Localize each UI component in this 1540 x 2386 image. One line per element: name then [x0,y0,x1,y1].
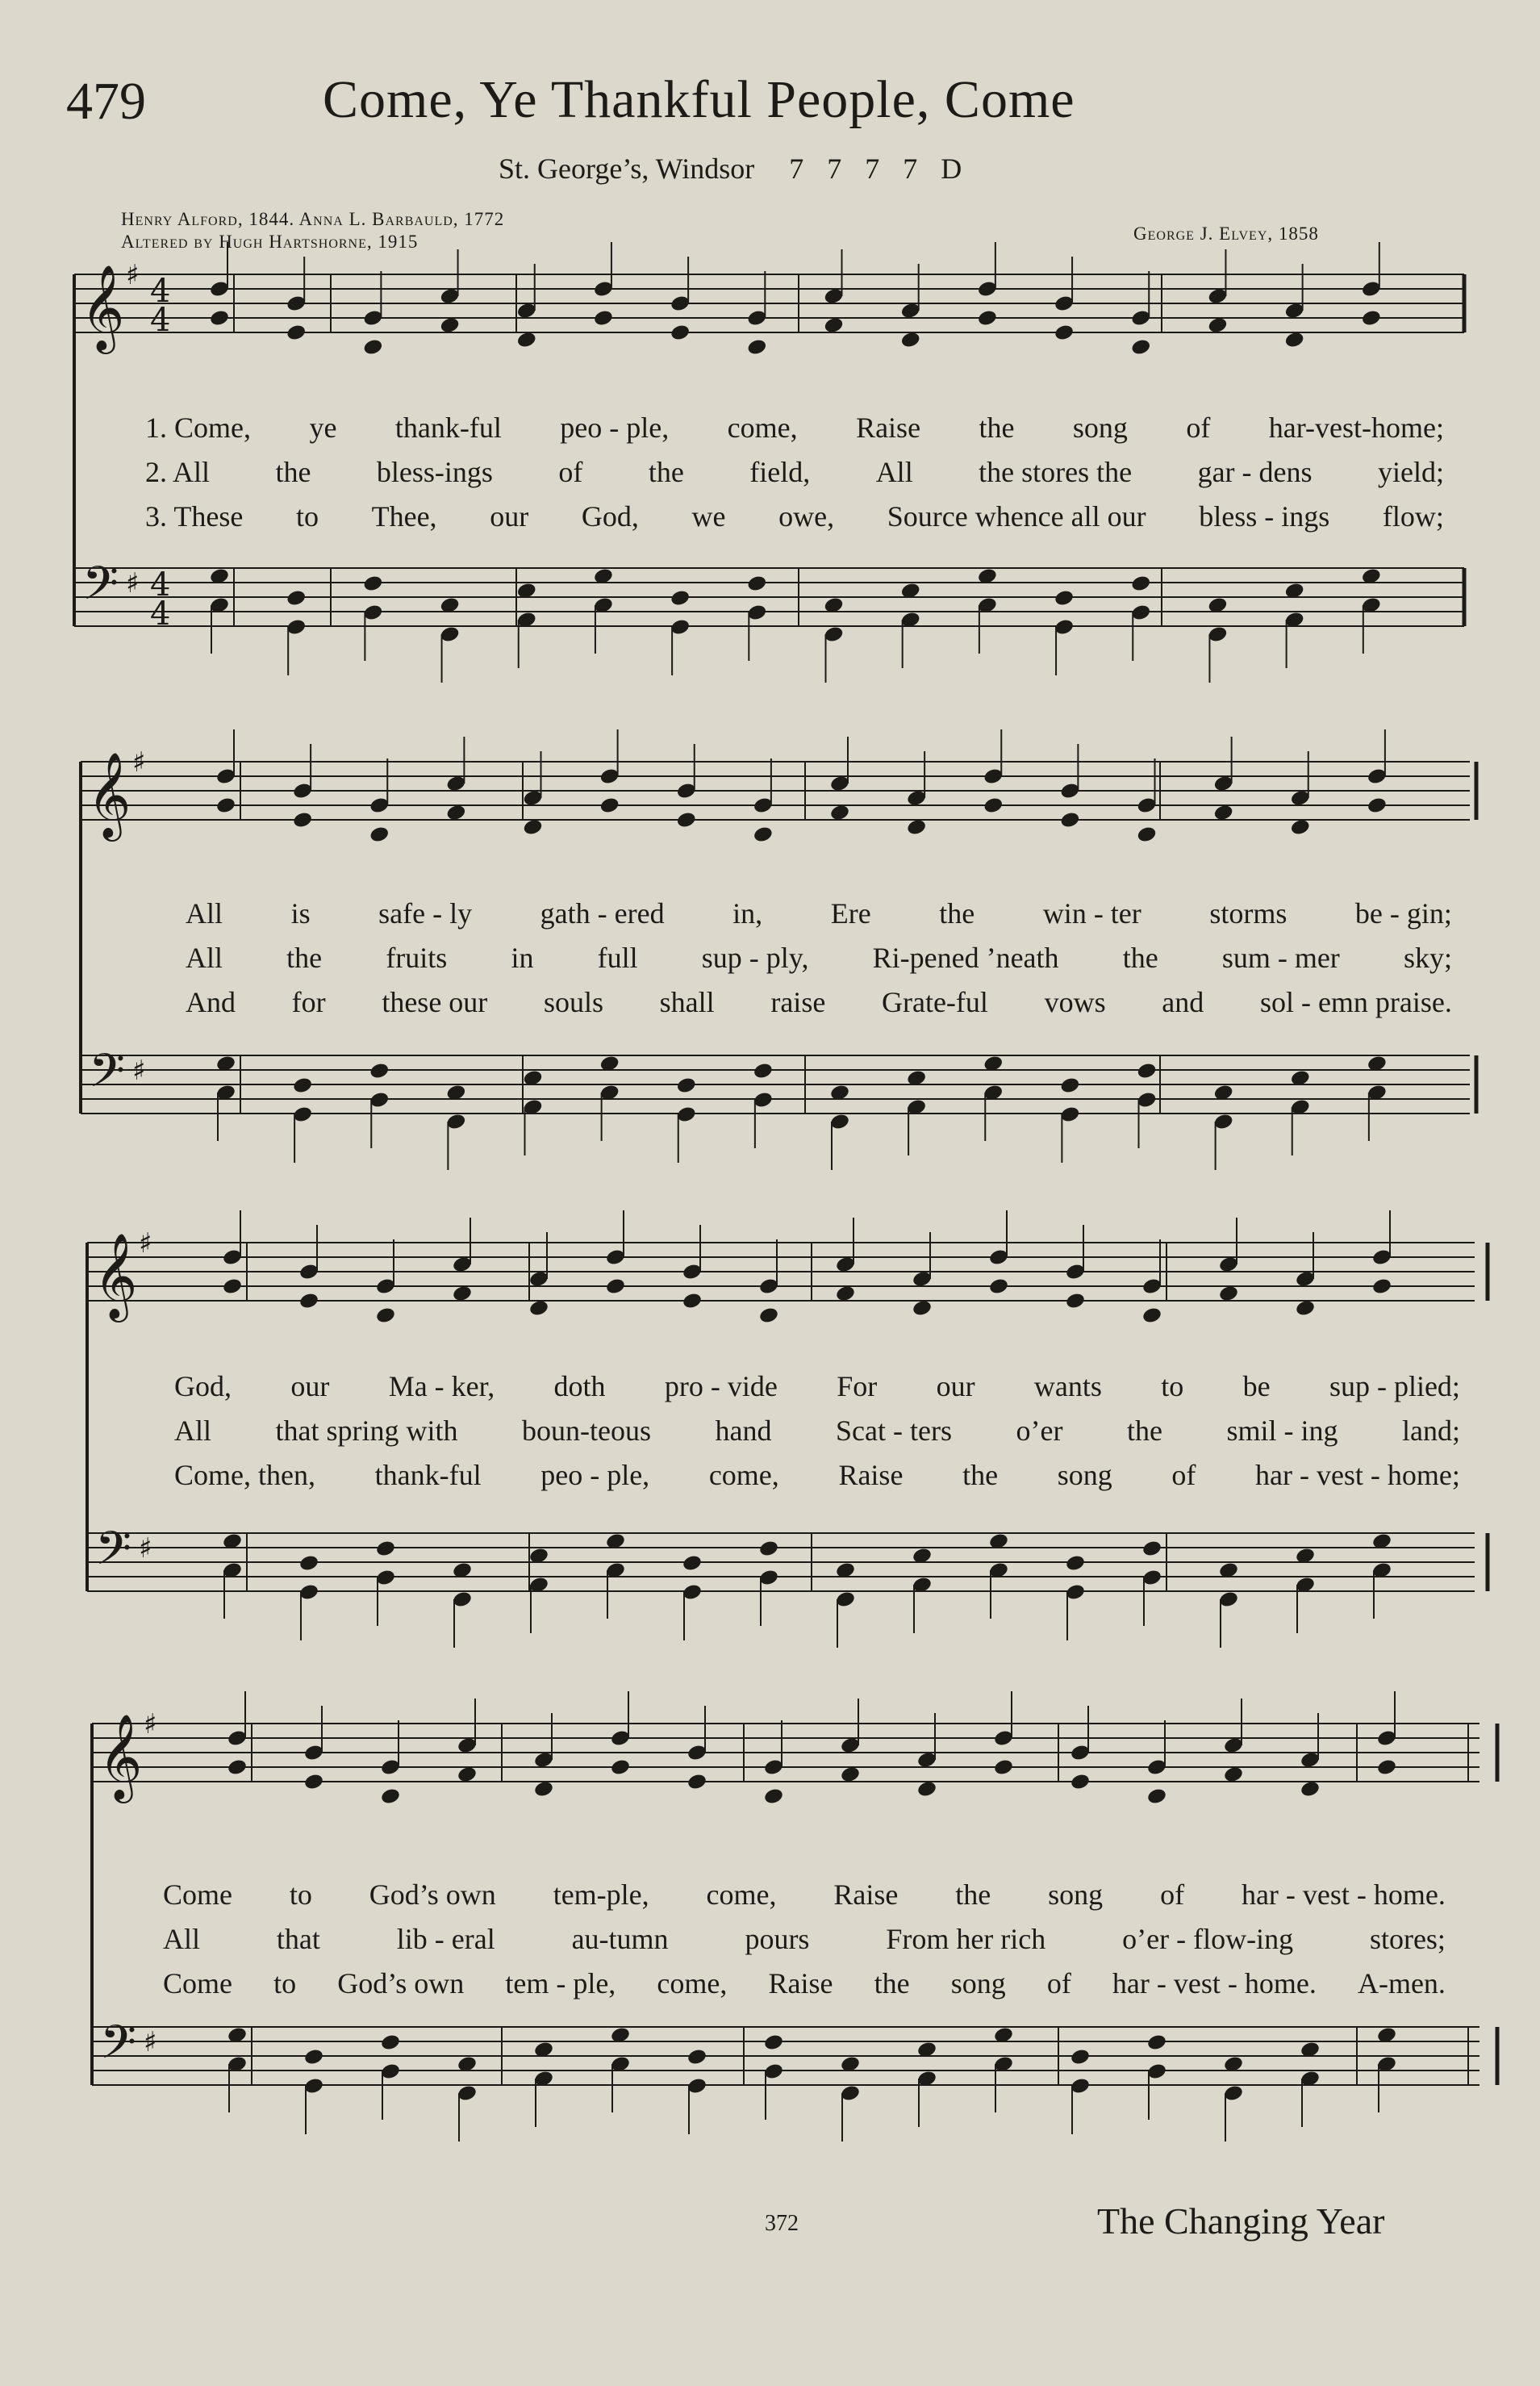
lyric-line-verse-3 [174,1457,1460,1493]
lyric-word: that [276,1923,320,1955]
lyric-word: Come [163,1878,232,1911]
lyric-word: God’s own [369,1878,496,1911]
sharp-sign: ♯ [126,567,140,600]
note-head [605,1277,626,1296]
lyric-word: is [290,897,311,930]
lyric-word: bless - ings [1199,500,1330,533]
lyric-word: these our [382,986,488,1018]
note-head [1130,575,1151,593]
lyric-word: ye [309,412,337,444]
lyric-word: har-vest-home; [1268,412,1444,444]
note-head [1136,825,1157,844]
lyric-word: be [1242,1370,1271,1402]
lyric-word: we [691,500,726,533]
lyric-word: in, [732,897,763,930]
note-head [1361,309,1382,328]
note-head [610,1758,631,1777]
lyric-word: field, [749,456,811,488]
note-head [1136,1062,1157,1080]
note-head [916,1780,937,1799]
note-head [457,1765,478,1784]
note-head [1300,1780,1321,1799]
note-head [1059,1076,1080,1095]
lyric-word: smil - ing [1226,1414,1338,1447]
note-head [1371,1277,1392,1296]
note-head [292,811,313,829]
note-head [1284,331,1305,349]
lyric-word: song [1072,412,1128,444]
note-head [1295,1299,1316,1318]
note-head [670,324,691,342]
lyric-word: Ere [830,897,871,930]
note-head [676,811,697,829]
note-head [227,1758,248,1777]
lyric-word: of [1046,1967,1071,1999]
lyric-word: doth [553,1370,606,1402]
lyric-word: that spring with [275,1414,458,1447]
lyric-word: raise [770,986,826,1018]
lyric-line-verse-1 [174,1369,1460,1404]
lyric-word: vows [1044,986,1106,1018]
lyric-word: A-men. [1357,1967,1446,1999]
lyric-line-verse-2 [163,1921,1446,1957]
note-head [522,818,543,837]
note-head [900,331,921,349]
note-head [215,796,236,815]
note-head [298,1292,319,1310]
note-head [452,1285,473,1303]
lyric-word: All [186,942,223,974]
note-head [993,1758,1014,1777]
treble-clef: 𝄞 [87,751,131,838]
note-head [303,1773,324,1791]
lyric-word: All [174,1414,212,1447]
text-credit-line-2: Altered by Hugh Hartshorne, 1915 [121,232,419,252]
lyric-word: stores; [1369,1923,1446,1955]
lyric-word: bless-ings [376,456,493,488]
bass-clef: 𝄢 [100,2015,137,2081]
lyric-word: the [1122,942,1158,974]
note-head [746,575,767,593]
lyric-word: gath - ered [540,897,665,930]
lyric-line-verse-3 [145,499,1444,534]
treble-clef: 𝄞 [94,1232,138,1318]
note-head [977,309,998,328]
note-head [439,316,460,335]
hymn-title: Come, Ye Thankful People, Come [323,70,1075,129]
note-head [380,2033,401,2052]
lyric-word: shall [659,986,715,1018]
lyric-word: to [273,1967,297,1999]
lyric-line-verse-2 [145,454,1444,490]
lyric-word: to [295,500,319,533]
lyric-word: full [597,942,638,974]
lyric-word: flow; [1382,500,1444,533]
note-head [1223,1765,1244,1784]
lyric-word: tem - ple, [505,1967,616,1999]
lyric-word: the [939,897,975,930]
note-head [912,1299,933,1318]
lyric-word: Scat - ters [836,1414,952,1447]
lyric-word: sum - mer [1221,942,1340,974]
lyric-word: boun-teous [522,1414,652,1447]
bass-clef: 𝄢 [82,556,119,622]
note-head [1054,589,1075,608]
lyric-word: the [286,942,323,974]
lyric-word: Come, then, [174,1459,315,1491]
lyric-word: Raise [856,412,921,444]
lyric-word: pro - vide [664,1370,778,1402]
lyric-word: 3. These [145,500,244,533]
note-head [840,1765,861,1784]
note-head [682,1554,703,1573]
lyric-word: All [875,456,913,488]
lyric-word: song [1057,1459,1112,1491]
lyric-word: of [1160,1878,1185,1911]
treble-clef: 𝄞 [98,1713,143,1799]
sharp-sign: ♯ [126,259,140,291]
lyric-word: the [962,1459,999,1491]
note-head [1367,796,1388,815]
lyric-word: our [290,1370,330,1402]
lyric-word: sup - ply, [701,942,809,974]
lyric-word: come, [708,1459,779,1491]
lyric-word: of [1171,1459,1196,1491]
lyric-word: pours [745,1923,810,1955]
lyric-word: All [163,1923,201,1955]
lyric-word: God’s own [337,1967,465,1999]
note-head [375,1306,396,1325]
note-head [823,316,844,335]
time-signature: 4 [150,302,171,339]
sharp-sign: ♯ [132,746,146,779]
lyric-word: come, [706,1878,777,1911]
lyric-word: sup - plied; [1329,1370,1460,1402]
lyric-word: our [936,1370,975,1402]
lyric-word: owe, [778,500,835,533]
note-head [687,1773,707,1791]
note-head [1376,1758,1397,1777]
note-head [286,589,307,608]
lyric-word: peo - ple, [560,412,670,444]
lyric-line-verse-2 [174,1413,1460,1448]
music-credit: George J. Elvey, 1858 [1133,224,1319,244]
lyric-word: land; [1402,1414,1460,1447]
lyric-word: au-tumn [571,1923,669,1955]
lyric-line-verse-3 [186,984,1452,1020]
lyric-word: and [1162,986,1204,1018]
lyric-word: the [648,456,684,488]
lyric-word: hand [715,1414,772,1447]
lyric-line-verse-1 [163,1877,1446,1912]
lyric-word: o’er [1016,1414,1063,1447]
note-head [222,1277,243,1296]
lyric-word: Ma - ker, [388,1370,495,1402]
lyric-word: God, [581,500,639,533]
lyric-word: to [289,1878,312,1911]
note-head [362,338,383,357]
note-head [687,2048,707,2066]
lyric-word: the [1126,1414,1162,1447]
page-number: 372 [765,2211,799,2236]
lyric-word: For [837,1370,878,1402]
lyric-word: yield; [1377,456,1444,488]
tune-name: St. George’s, Windsor [499,153,755,185]
note-head [682,1292,703,1310]
lyric-line-verse-1 [186,896,1452,931]
note-head [362,575,383,593]
note-head [763,2033,784,2052]
lyric-word: safe - ly [378,897,473,930]
lyric-word: And [186,986,236,1018]
lyric-word: to [1161,1370,1184,1402]
note-head [528,1299,549,1318]
hymn-number: 479 [66,72,146,131]
sharp-sign: ♯ [144,1708,157,1740]
note-head [753,1062,774,1080]
note-head [753,825,774,844]
lyric-word: the stores the [979,456,1133,488]
note-head [829,804,850,822]
lyric-word: come, [657,1967,728,1999]
lyric-word: gar - dens [1197,456,1313,488]
time-signature: 4 [150,273,171,310]
lyric-word: thank-ful [374,1459,482,1491]
sharp-sign: ♯ [144,2026,157,2058]
note-head [906,818,927,837]
note-head [445,804,466,822]
lyric-line-verse-3 [163,1966,1446,2001]
note-head [1146,2033,1167,2052]
text-credit-line-1: Henry Alford, 1844. Anna L. Barbauld, 1772 [121,209,505,229]
bass-clef: 𝄢 [89,1043,126,1109]
lyric-line-verse-1 [145,410,1444,445]
note-head [670,589,691,608]
note-head [758,1306,779,1325]
note-head [758,1540,779,1558]
lyric-word: har - vest - home. [1241,1878,1446,1911]
lyric-word: sky; [1403,942,1452,974]
lyric-word: Come [163,1967,232,1999]
lyric-word: storms [1209,897,1288,930]
lyric-word: From her rich [886,1923,1046,1955]
note-head [1065,1554,1086,1573]
lyric-word: sol - emn praise. [1259,986,1452,1018]
lyric-word: wants [1033,1370,1102,1402]
lyric-word: for [291,986,326,1018]
note-head [599,796,620,815]
lyric-word: All [186,897,223,930]
time-signature: 4 [150,566,171,604]
lyric-word: God, [174,1370,232,1402]
lyric-word: fruits [386,942,448,974]
note-head [286,324,307,342]
note-head [1207,316,1228,335]
lyric-word: o’er - flow-ing [1122,1923,1294,1955]
note-head [533,1780,554,1799]
note-head [1218,1285,1239,1303]
note-head [516,331,537,349]
lyric-word: har - vest - home; [1254,1459,1460,1491]
lyric-word: Ri-pened ’neath [872,942,1059,974]
note-head [988,1277,1009,1296]
lyric-word: Raise [768,1967,833,1999]
lyric-word: 2. All [145,456,211,488]
note-head [1070,2048,1091,2066]
lyric-word: come, [727,412,798,444]
lyric-word: be - gin; [1354,897,1452,930]
lyric-word: win - ter [1042,897,1141,930]
note-head [209,309,230,328]
lyric-word: of [1186,412,1211,444]
lyric-word: the [874,1967,910,1999]
lyric-word: lib - eral [396,1923,495,1955]
lyric-word: of [558,456,583,488]
note-head [1141,1540,1162,1558]
lyric-word: peo - ple, [540,1459,650,1491]
note-head [1141,1306,1162,1325]
bass-clef: 𝄢 [95,1521,132,1587]
lyric-word: the [979,412,1015,444]
note-head [835,1285,856,1303]
note-head [1070,1773,1091,1791]
lyric-word: souls [543,986,603,1018]
lyric-word: the [275,456,311,488]
note-head [1054,324,1075,342]
lyric-word: the [955,1878,991,1911]
note-head [1059,811,1080,829]
note-head [1130,338,1151,357]
note-head [676,1076,697,1095]
note-head [292,1076,313,1095]
note-head [593,309,614,328]
note-head [746,338,767,357]
lyric-word: thank-ful [394,412,502,444]
lyric-word: Grate-ful [881,986,988,1018]
sharp-sign: ♯ [139,1227,152,1260]
lyric-word: Source whence all our [887,500,1146,533]
note-head [298,1554,319,1573]
note-head [369,1062,390,1080]
lyric-word: Raise [833,1878,899,1911]
note-head [1213,804,1234,822]
note-head [1290,818,1311,837]
note-head [1065,1292,1086,1310]
note-head [983,796,1004,815]
lyric-word: har - vest - home. [1112,1967,1317,1999]
treble-clef: 𝄞 [81,264,125,350]
lyric-word: Thee, [371,500,437,533]
lyric-line-verse-2 [186,940,1452,976]
lyric-word: song [950,1967,1006,1999]
lyric-word: in [511,942,534,974]
note-head [1146,1787,1167,1806]
tune-meter: 7 7 7 7 D [789,153,970,185]
time-signature: 4 [150,595,171,633]
lyric-word: tem-ple, [553,1878,649,1911]
note-head [380,1787,401,1806]
lyric-word: Raise [838,1459,904,1491]
note-head [763,1787,784,1806]
sharp-sign: ♯ [132,1055,146,1087]
lyric-word: song [1048,1878,1104,1911]
note-head [303,2048,324,2066]
lyric-word: 1. Come, [145,412,251,444]
note-head [375,1540,396,1558]
sharp-sign: ♯ [139,1532,152,1565]
lyric-word: our [490,500,529,533]
section-title: The Changing Year [1097,2200,1385,2242]
note-head [369,825,390,844]
